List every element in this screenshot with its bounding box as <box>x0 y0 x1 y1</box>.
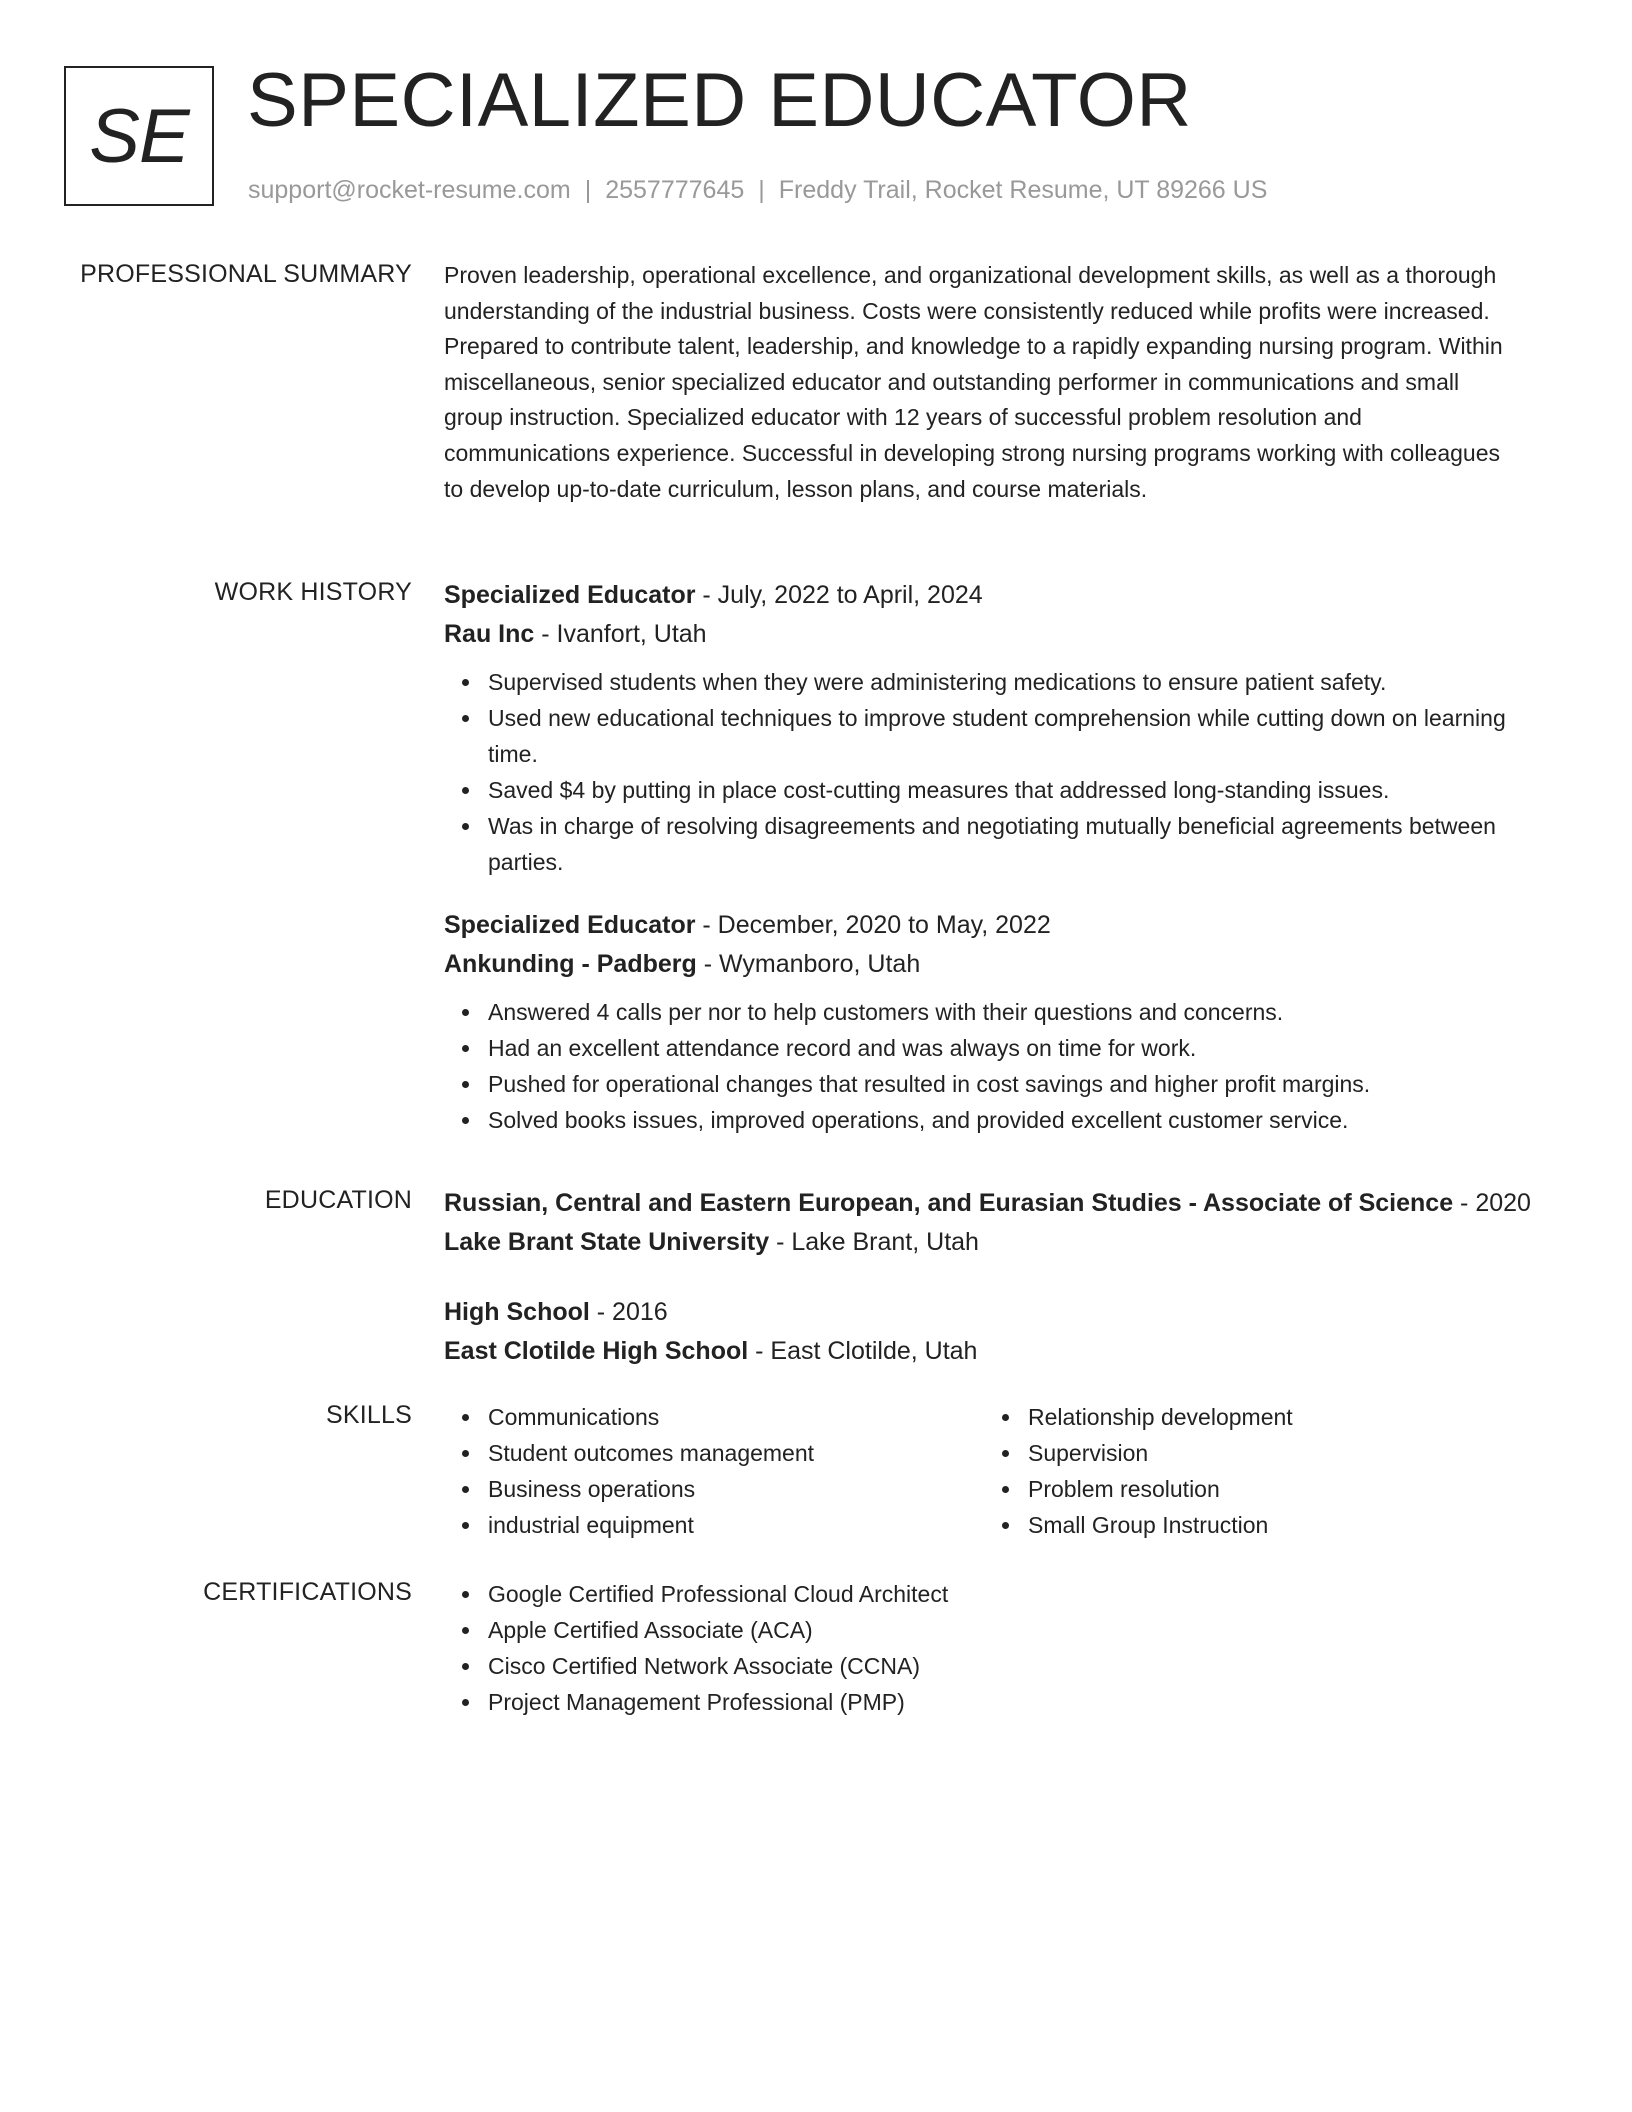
job-entry <box>444 576 1524 880</box>
job-bullet: Was in charge of resolving disagreements and negotiating mutually beneficial agreements between parties. <box>488 808 1524 880</box>
certifications-body <box>444 1576 1524 1720</box>
job-bullet: Pushed for operational changes that resulted in cost savings and higher profit margins. <box>488 1066 1524 1102</box>
contact-line <box>248 174 1267 206</box>
job-bullet: Had an excellent attendance record and was always on time for work. <box>488 1030 1524 1066</box>
education-degree: High School <box>444 1298 590 1326</box>
job-title: Specialized Educator <box>444 581 696 609</box>
education-year: - 2016 <box>589 1298 668 1326</box>
job-bullet: Solved books issues, improved operations, and provided excellent customer service. <box>488 1102 1524 1138</box>
skill-item: Supervision <box>1028 1435 1524 1471</box>
education-degree-line <box>444 1293 1524 1332</box>
skills-list-left <box>444 1399 984 1543</box>
job-entry <box>444 906 1524 1138</box>
work-body <box>444 576 1524 1138</box>
certification-item: Apple Certified Associate (ACA) <box>488 1612 1524 1648</box>
education-heading: EDUCATION <box>264 1186 412 1214</box>
job-location: - Wymanboro, Utah <box>696 950 921 978</box>
job-company-line <box>444 615 1524 654</box>
education-school-line <box>444 1223 1524 1262</box>
skill-item: Communications <box>488 1399 984 1435</box>
certification-item: Cisco Certified Network Associate (CCNA) <box>488 1648 1524 1684</box>
education-school-line <box>444 1332 1524 1371</box>
contact-phone[interactable]: 2557777645 <box>605 176 745 204</box>
certification-item: Project Management Professional (PMP) <box>488 1684 1524 1720</box>
job-title-line <box>444 906 1524 945</box>
monogram-box <box>64 66 214 206</box>
contact-separator: | <box>584 176 592 204</box>
education-degree: Russian, Central and Eastern European, and Eurasian Studies - Associate of Science <box>444 1189 1454 1217</box>
education-location: - Lake Brant, Utah <box>769 1228 979 1256</box>
skills-body <box>444 1399 1524 1543</box>
skill-item: industrial equipment <box>488 1507 984 1543</box>
job-bullets <box>444 664 1524 880</box>
job-company: Rau Inc <box>444 620 535 648</box>
education-entry <box>444 1293 1524 1371</box>
education-entry <box>444 1184 1531 1262</box>
education-body <box>444 1184 1531 1371</box>
education-school: Lake Brant State University <box>444 1228 770 1256</box>
candidate-name: SPECIALIZED EDUCATOR <box>247 58 1192 143</box>
skill-item: Business operations <box>488 1471 984 1507</box>
contact-email[interactable]: support@rocket-resume.com <box>248 176 571 204</box>
job-dates: - July, 2022 to April, 2024 <box>695 581 983 609</box>
summary-body <box>444 258 1519 507</box>
job-title-line <box>444 576 1524 615</box>
skills-list-right <box>984 1399 1524 1543</box>
contact-separator: | <box>758 176 765 204</box>
job-bullet: Supervised students when they were administering medications to ensure patient safety. <box>488 664 1524 700</box>
job-bullet: Used new educational techniques to improve student comprehension while cutting down on learning time. <box>488 700 1524 772</box>
skill-item: Student outcomes management <box>488 1435 984 1471</box>
education-degree-line <box>444 1184 1531 1223</box>
job-location: - Ivanfort, Utah <box>534 620 707 648</box>
summary-text: Proven leadership, operational excellence, and organizational development skills, as well as a thorough understanding of the industrial business. Costs were consistently reduced while profits were increased. Prepared to contribute talent, leadership, and knowledge to a rapidly expanding nursing program. Within miscellaneous, senior specialized educator and outstanding performer in communications and small group instruction. Specialized educator with 12 years of successful problem resolution and communications experience. Successful in developing strong nursing programs working with colleagues to develop up-to-date curriculum, lesson plans, and course materials. <box>444 262 1503 502</box>
monogram-initials: SE <box>89 93 189 179</box>
skill-item: Problem resolution <box>1028 1471 1524 1507</box>
job-bullet: Answered 4 calls per nor to help customers with their questions and concerns. <box>488 994 1524 1030</box>
job-bullets <box>444 994 1524 1138</box>
work-heading: WORK HISTORY <box>214 578 412 606</box>
education-year: - 2020 <box>1453 1189 1531 1217</box>
skill-item: Small Group Instruction <box>1028 1507 1524 1543</box>
education-location: - East Clotilde, Utah <box>748 1337 978 1365</box>
skills-heading: SKILLS <box>326 1401 412 1429</box>
job-bullet: Saved $4 by putting in place cost-cutting measures that addressed long-standing issues. <box>488 772 1524 808</box>
job-company-line <box>444 945 1524 984</box>
certifications-heading: CERTIFICATIONS <box>203 1578 412 1606</box>
education-school: East Clotilde High School <box>444 1337 749 1365</box>
certification-item: Google Certified Professional Cloud Architect <box>488 1576 1524 1612</box>
contact-address: Freddy Trail, Rocket Resume, UT 89266 US <box>778 176 1268 204</box>
skill-item: Relationship development <box>1028 1399 1524 1435</box>
summary-heading: PROFESSIONAL SUMMARY <box>80 260 412 288</box>
job-company: Ankunding - Padberg <box>444 950 697 978</box>
job-dates: - December, 2020 to May, 2022 <box>695 911 1051 939</box>
job-title: Specialized Educator <box>444 911 696 939</box>
certifications-list <box>444 1576 1524 1720</box>
